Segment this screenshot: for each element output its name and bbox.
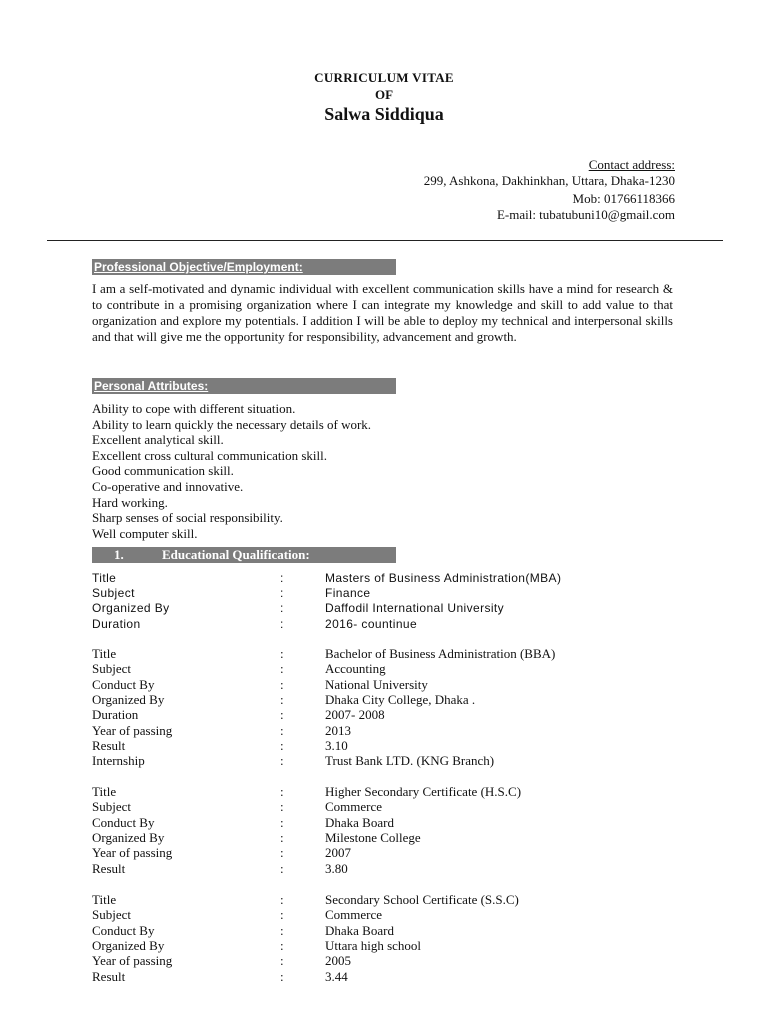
detail-colon: : [280,737,284,753]
detail-colon: : [280,922,284,938]
detail-value: Higher Secondary Certificate (H.S.C) [325,784,522,799]
document-title-of: OF [374,87,394,102]
list-item: Co-operative and innovative. [92,478,244,494]
contact-address: 299, Ashkona, Dakhinkhan, Uttara, Dhaka-1230 [423,173,675,188]
education-section-number: 1. [114,547,124,562]
detail-label: Title [92,646,117,661]
detail-colon: : [280,968,284,984]
detail-value: Dhaka Board [325,922,394,938]
contact-mobile: Mob: 01766118366 [572,191,675,206]
detail-value: 2013 [325,722,351,738]
detail-colon: : [280,784,284,799]
detail-value: Trust Bank LTD. (KNG Branch) [325,753,495,769]
detail-colon: : [280,646,284,661]
detail-colon: : [280,722,284,738]
detail-label: Conduct By [92,922,155,938]
detail-value: 2007 [325,845,351,861]
detail-colon: : [280,753,284,769]
detail-colon: : [280,953,284,969]
detail-label: Organized By [92,937,165,953]
detail-label: Result [92,968,126,984]
detail-colon: : [280,661,284,677]
detail-label: Conduct By [92,814,155,830]
detail-label: Duration [92,707,139,723]
detail-value: 3.44 [325,968,348,984]
detail-label: Subject [92,661,131,677]
detail-label: Year of passing [92,953,173,969]
detail-value: 2016- countinue [325,616,418,631]
education-heading-label: Educational Qualification: [162,547,310,562]
detail-label: Duration [92,616,141,631]
detail-value: Dhaka Board [325,814,394,830]
header-divider [47,240,723,241]
detail-colon: : [280,616,284,631]
detail-colon: : [280,586,284,601]
detail-value: Dhaka City College, Dhaka . [325,691,476,707]
detail-colon: : [280,814,284,830]
detail-value: Bachelor of Business Administration (BBA) [325,646,556,661]
detail-value: Milestone College [325,829,421,845]
detail-label: Internship [92,753,145,769]
detail-colon: : [280,707,284,723]
document-title: CURRICULUM VITAE [314,70,454,85]
detail-colon: : [280,845,284,861]
detail-value: Commerce [325,907,383,923]
contact-email: E-mail: tubatubuni10@gmail.com [496,207,675,222]
education-heading [92,547,396,563]
list-item: Good communication skill. [92,463,234,479]
detail-value: Uttara high school [325,937,422,953]
detail-colon: : [280,571,284,585]
detail-label: Result [92,737,126,753]
detail-colon: : [280,799,284,815]
detail-label: Year of passing [92,722,173,738]
contact-address-label: Contact address: [588,157,675,172]
detail-label: Title [92,571,117,585]
detail-label: Conduct By [92,676,155,692]
detail-colon: : [280,829,284,845]
list-item: Excellent analytical skill. [92,432,224,448]
objective-text: I am a self-motivated and dynamic individual with excellent communication skills have a mind for research & to contribute in a promising organization where I can integrate my knowledge and skill to add value to that organization and explore my potentials. I addition I will be able to deploy my technical and interpersonal skills and that will give me the opportunity for responsibility, advancement and growth. [92,281,673,344]
detail-label: Organized By [92,829,165,845]
detail-label: Year of passing [92,845,173,861]
detail-value: Commerce [325,799,383,815]
list-item: Excellent cross cultural communication skill. [92,447,328,463]
detail-value: 3.10 [325,737,348,753]
detail-label: Organized By [92,601,170,616]
list-item: Sharp senses of social responsibility. [92,510,283,526]
detail-label: Subject [92,907,131,923]
attributes-heading: Personal Attributes: [92,378,396,394]
detail-value: Accounting [325,661,386,677]
detail-value: Masters of Business Administration(MBA) [325,571,562,585]
detail-label: Organized By [92,691,165,707]
detail-label: Title [92,892,117,907]
list-item: Ability to learn quickly the necessary details of work. [92,416,372,432]
detail-label: Subject [92,799,131,815]
detail-value: 3.80 [325,860,348,876]
attributes-list [92,401,371,541]
detail-label: Subject [92,586,135,601]
detail-value: 2005 [325,953,351,969]
detail-colon: : [280,907,284,923]
list-item: Hard working. [92,494,168,510]
detail-value: Daffodil International University [325,601,505,616]
detail-colon: : [280,691,284,707]
detail-colon: : [280,676,284,692]
list-item: Ability to cope with different situation. [92,401,296,416]
detail-label: Result [92,860,126,876]
detail-value: 2007- 2008 [325,707,385,723]
candidate-name: Salwa Siddiqua [324,104,444,124]
detail-value: National University [325,676,428,692]
detail-label: Title [92,784,117,799]
detail-value: Secondary School Certificate (S.S.C) [325,892,519,907]
detail-colon: : [280,601,284,616]
detail-value: Finance [325,586,371,601]
detail-colon: : [280,892,284,907]
objective-heading: Professional Objective/Employment: [92,259,396,275]
list-item: Well computer skill. [92,525,198,541]
detail-colon: : [280,860,284,876]
detail-colon: : [280,937,284,953]
